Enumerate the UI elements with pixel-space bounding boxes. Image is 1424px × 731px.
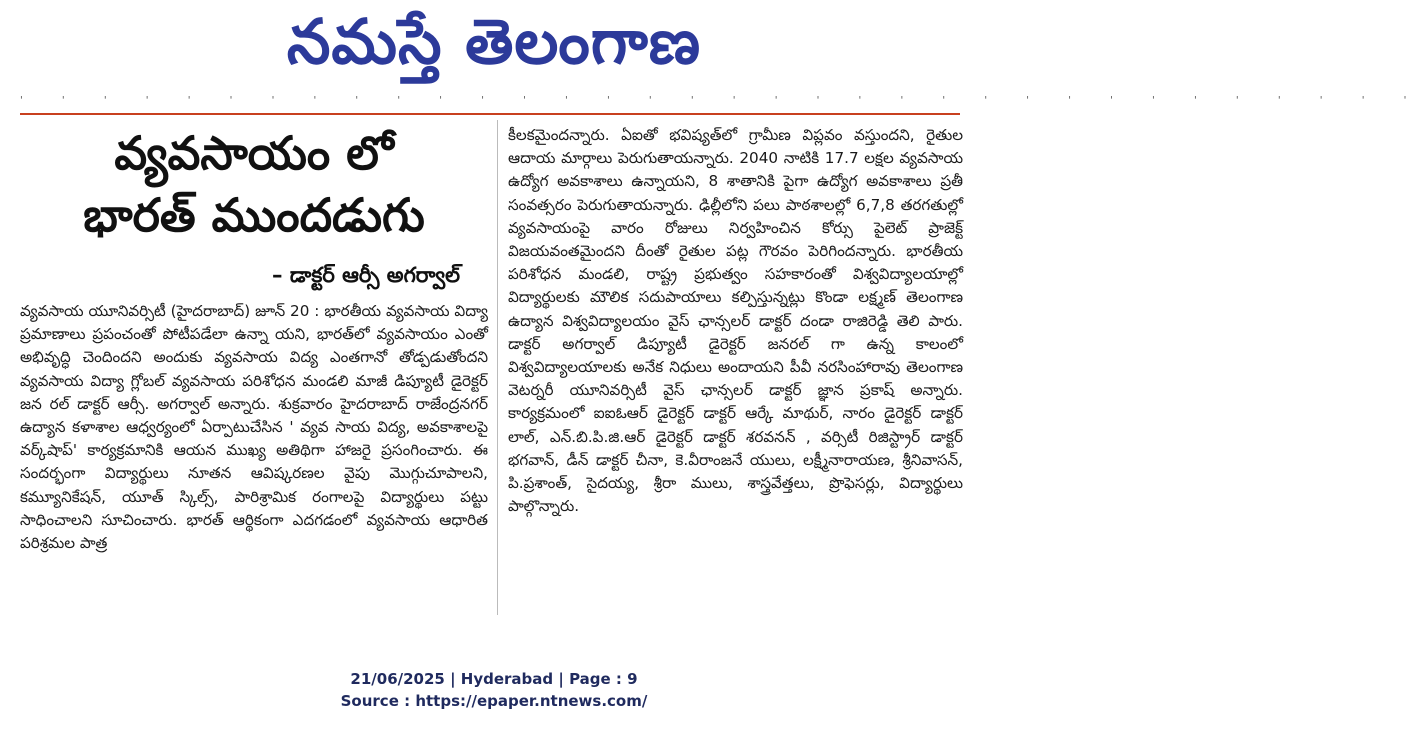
- article-left-column: [20, 118, 488, 555]
- masthead-logo: నమస్తే తెలంగాణ: [286, 5, 702, 78]
- headline-line-2: భారత్ ముందడుగు: [83, 188, 425, 242]
- footer-source: Source : https://epaper.ntnews.com/: [340, 692, 648, 710]
- article-right-column: [508, 124, 963, 518]
- footer-date-page: 21/06/2025 | Hyderabad | Page : 9: [350, 670, 638, 688]
- section-divider: [20, 113, 960, 115]
- article-body-right: కీలకమైందన్నారు. ఏఐతో భవిష్యత్‌లో గ్రామీణ విప్లవం వస్తుందని, రైతుల ఆదాయ మార్గాలు పెరుగుతాయన్నారు. 2040 నాటికి 17.7 లక్షల వ్యవసాయ ఉద్యోగ అవకాశాలు ఉన్నాయని, 8 శాతానికి పైగా ఉద్యోగ అవకాశాలు ప్రతీ సంవత్సరం పెరుగుతాయన్నారు. ఢిల్లీలోని పలు పాఠశాలల్లో 6,7,8 తరగతుల్లో వ్యవసాయంపై వారం రోజులు నిర్వహించిన కోర్సు పైలెట్ ప్రాజెక్ట్ విజయవంతమైందని దీంతో రైతుల పట్ల గౌరవం పెరిగిందన్నారు. భారతీయ పరిశోధన మండలి, రాష్ట్ర ప్రభుత్వం సహకారంతో విశ్వవిద్యాలయాల్లో విద్యార్థులకు మౌలిక సదుపాయాలు కల్పిస్తున్నట్లు కొండా లక్ష్మణ్ తెలంగాణ ఉద్యాన విశ్వవిద్యాలయం వైస్ ఛాన్సలర్ డాక్టర్ దండా రాజిరెడ్డి తెలి పారు. డాక్టర్ అగర్వాల్ డిప్యూటీ డైరెక్టర్ జనరల్ గా ఉన్న కాలంలో విశ్వవిద్యాలయాలకు అనేక నిధులు అందాయని పీవీ నరసింహారావు తెలంగాణ వెటర్నరీ యూనివర్సిటీ వైస్ ఛాన్సలర్ డాక్టర్ జ్ఞాన ప్రకాష్ అన్నారు. కార్యక్రమంలో ఐఐఓఆర్ డైరెక్టర్ డాక్టర్ ఆర్కే మాథుర్, నారం డైరెక్టర్ డాక్టర్ లాల్, ఎన్.బి.పి.జి.ఆర్ డైరెక్టర్ డాక్టర్ శరవనన్ , వర్సిటీ రిజిస్ట్రార్ డాక్టర్ భగవాన్, డీన్ డాక్టర్ చీనా, కె.వీరాంజనే యులు, లక్ష్మీనారాయణ, శ్రీనివాసన్, పి.ప్రశాంత్, సైదయ్య, శ్రీరా ములు, శాస్త్రవేత్తలు, ప్రొఫెసర్లు, విద్యార్థులు పాల్గొన్నారు.: [508, 126, 963, 516]
- column-separator: [497, 120, 498, 615]
- headline-line-1: వ్యవసాయం లో: [114, 126, 394, 180]
- article-body-left: వ్యవసాయ యూనివర్సిటీ (హైదరాబాద్) జూన్ 20 : భారతీయ వ్యవసాయ విద్యా ప్రమాణాలు ప్రపంచంతో పోటీపడేలా ఉన్నా యని, భారత్‌లో వ్యవసాయం ఎంతో అభివృద్ధి చెందిందని అందుకు వ్యవసాయ విద్య ఎంతగానో తోడ్పడుతోందని వ్యవసాయ విద్యా గ్లోబల్ వ్యవసాయ పరిశోధన మండలి మాజీ డిప్యూటీ డైరెక్టర్ జన రల్ డాక్టర్ ఆర్సీ. అగర్వాల్ అన్నారు. శుక్రవారం హైదరాబాద్ రాజేంద్రనగర్ ఉద్యాన కళాశాల ఆధ్వర్యంలో ఏర్పాటుచేసిన ' వ్యవ సాయ విద్య, అవకాశాలపై వర్క్‌షాప్' కార్యక్రమానికి ఆయన ముఖ్య అతిథిగా హాజరై ప్రసంగించారు. ఈ సందర్భంగా విద్యార్థులు నూతన ఆవిష్కరణల వైపు మొగ్గుచూపాలని, కమ్యూనికేషన్, యూత్ స్కిల్స్, పారిశ్రామిక రంగాలపై విద్యార్థులు పట్టు సాధించాలని సూచించారు. భారత్ ఆర్థికంగా ఎదగడంలో వ్యవసాయ ఆధారిత పరిశ్రమల పాత్ర: [20, 302, 488, 553]
- article-headline: [20, 122, 488, 246]
- article-byline: – డాక్టర్ ఆర్సీ అగర్వాల్: [272, 263, 460, 287]
- clipped-text-strip: ' ' ' ' ' ' ' ' ' ' ' ' ' ' ' ' ' ' ' ' ' ' ' ' ' ' ' ' ' ' ' ' ' ': [20, 95, 1424, 106]
